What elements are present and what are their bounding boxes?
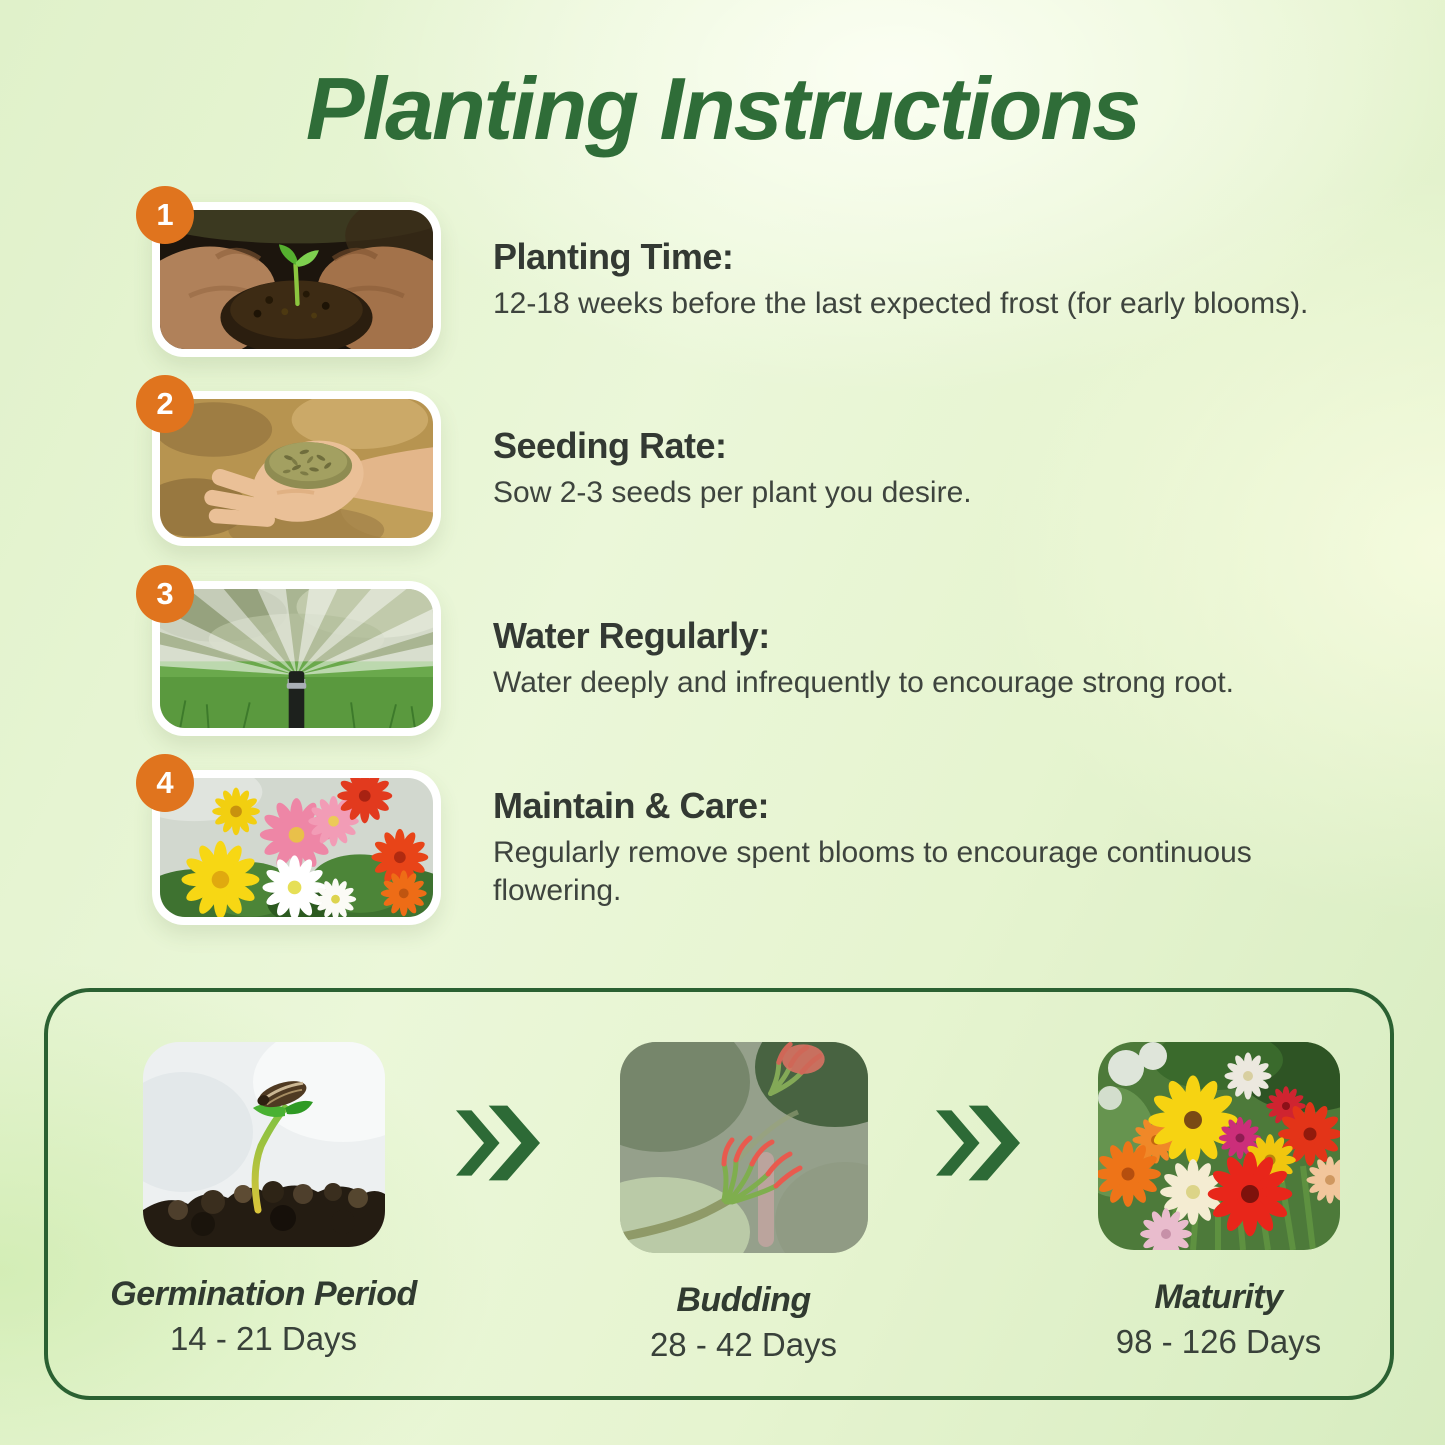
step-4-text [493, 785, 1333, 910]
step-1-text [493, 236, 1333, 323]
stage-germination-label: Germination Period [110, 1275, 417, 1313]
stage-budding-duration: 28 - 42 Days [649, 1326, 838, 1363]
hands-planting-seedling-photo [160, 210, 433, 349]
step-4 [152, 765, 1333, 925]
stage-germination-duration: 14 - 21 Days [169, 1320, 358, 1357]
double-chevron-right-icon-1 [456, 1104, 540, 1182]
step-4-heading: Maintain & Care: [493, 784, 770, 826]
stage-germination [96, 1042, 431, 1358]
step-3-body: Water deeply and infrequently to encourage strong root. [493, 665, 1235, 699]
flower-bud-photo [620, 1042, 868, 1253]
step-3 [152, 576, 1333, 736]
step-1-photo-frame [152, 197, 441, 357]
step-2-photo-frame [152, 386, 441, 546]
step-3-text [493, 615, 1333, 702]
step-3-number-badge: 3 [136, 565, 194, 623]
stage-maturity-duration: 98 - 126 Days [1115, 1323, 1322, 1360]
step-2-body: Sow 2-3 seeds per plant you desire. [493, 475, 972, 509]
stage-budding-label: Budding [676, 1281, 811, 1319]
sprinkler-watering-photo [160, 589, 433, 728]
stage-maturity-label: Maturity [1154, 1278, 1283, 1316]
step-4-photo-frame [152, 765, 441, 925]
gerbera-flowers-photo [160, 778, 433, 917]
double-chevron-right-icon-2 [936, 1104, 1020, 1182]
step-3-photo-frame [152, 576, 441, 736]
step-2-text [493, 425, 1333, 512]
step-4-body: Regularly remove spent blooms to encourage continuous flowering. [493, 835, 1252, 907]
step-1 [152, 197, 1333, 357]
page-title: Planting Instructions [305, 59, 1140, 158]
gerbera-bouquet-photo [1098, 1042, 1340, 1250]
stage-budding [576, 1042, 911, 1364]
step-1-body: 12-18 weeks before the last expected frost (for early blooms). [493, 286, 1309, 320]
step-2 [152, 386, 1333, 546]
step-1-number-badge: 1 [136, 186, 194, 244]
sprouting-seedling-photo [143, 1042, 385, 1247]
step-1-heading: Planting Time: [493, 235, 734, 277]
step-2-heading: Seeding Rate: [493, 424, 727, 466]
step-2-number-badge: 2 [136, 375, 194, 433]
growth-timeline-panel [44, 988, 1394, 1400]
hand-holding-seeds-photo [160, 399, 433, 538]
stage-maturity [1051, 1042, 1386, 1361]
step-4-number-badge: 4 [136, 754, 194, 812]
step-3-heading: Water Regularly: [493, 614, 770, 656]
